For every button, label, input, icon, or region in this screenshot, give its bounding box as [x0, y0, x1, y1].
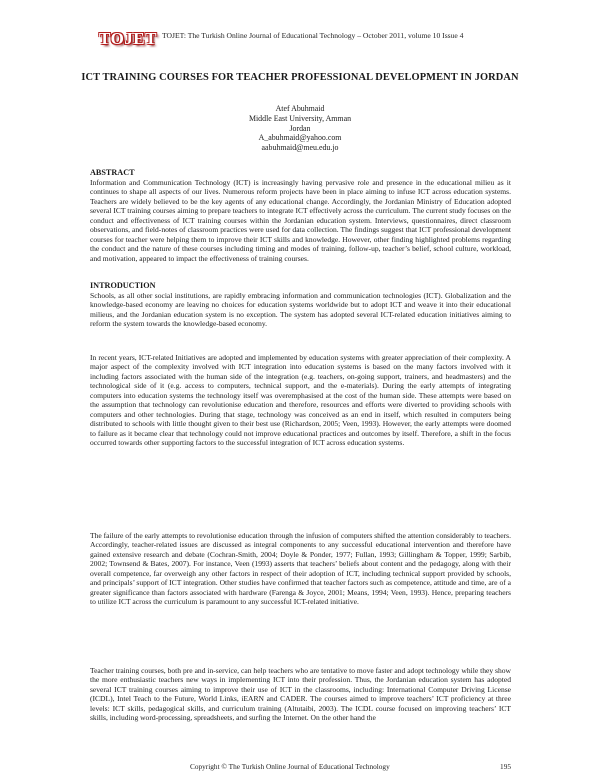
author-affiliation: Middle East University, Amman [248, 113, 352, 123]
logo-text: TOJET [99, 29, 157, 48]
abstract-text: Information and Communication Technology (ICT) is increasingly having pervasive role and presence in the educational milieu as it continues to shape all aspects of our lives. Numerous reform projects have been in place aiming to infuse ICT across education systems. Teachers are widely believed to be the key agents of any educational change. Accordingly, the Jordanian Ministry of Education adopted several ICT training courses aiming to prepare teachers to integrate ICT effectively across the curriculum. The current study focuses on the conduct and effectiveness of ICT training courses within the Jordanian education system. Interviews, questionnaires, direct classroom observations, and field-notes of classroom practices were used for data collection. The findings suggest that ICT professional development courses for teacher were helping them to improve their ICT skills and knowledge. However, other finding highlighted problems regarding the conduct and the nature of these courses including timing and modes of training, follow-up, teacher’s belief, school culture, workload, and motivation, appeared to impact the effectiveness of training courses. [90, 178, 511, 263]
intro-paragraph-2: In recent years, ICT-related Initiatives are adopted and implemented by education systems with greater appreciation of their complexity. A major aspect of the complexity involved with ICT integration into education systems is based on the many factors involved with it including factors associated with the human side of the integration (e.g. teachers, on-going support, trainers, and headmasters) and the technological side of it (e.g. access to computers, technical support, and the e-materials). During the early attempts of integrating computers into education systems the technology itself was overemphasised at the cost of the human side. These attempts were based on the assumption that technology can revolutionise education and therefore, resources and efforts were diverted to providing schools with computers and other technologies. During that stage, technology was conceived as an end in itself, which resulted in computers being distributed to schools with little thought given to their best use (Richardson, 2005; Veen, 1993). However, the early attempts were doomed to failure as it became clear that technology could not improve educational practices and outcomes by itself. Therefore, a shift in the focus occurred towards other supporting factors to the successful integration of ICT across education systems. [90, 353, 511, 448]
journal-line: TOJET: The Turkish Online Journal of Educational Technology – October 2011, volume 10 Issue 4 [162, 31, 464, 40]
author-name: Atef Abuhmaid [275, 104, 325, 113]
abstract-heading: ABSTRACT [90, 168, 135, 177]
paper-title: ICT TRAINING COURSES FOR TEACHER PROFESSIONAL DEVELOPMENT IN JORDAN [81, 72, 519, 83]
author-country: Jordan [289, 123, 311, 133]
intro-paragraph-1: Schools, as all other social institutions, are rapidly embracing information and communication technologies (ICT). Globalization and the knowledge-based economy are leaving no choices for education systems worldwide but to adopt ICT and weave it into their educational milieus, and the Jordanian education system is no exception. The system has adopted several ICT-related education initiatives aiming to reform the system towards the knowledge-based economy. [90, 291, 511, 329]
intro-paragraph-4: Teacher training courses, both pre and in-service, can help teachers who are tentative to move faster and adopt technology while they show the more enthusiastic teachers new ways in implementing ICT into their profession. Thus, the Jordanian education system has adopted several ICT training courses aiming to improve their use of ICT in the classrooms, including: International Computer Driving License (ICDL), Intel Teach to the Future, World Links, iEARN and CADER. The courses aimed to improve teachers’ ICT proficiency at three levels: ICT skills, pedagogical skills, and curriculum training (Altutaibi, 2003). The ICDL course focused on improving teachers’ ICT skills, including word-processing, spreadsheets, and surfing the Internet. On the other hand the [90, 666, 511, 723]
copyright-text: Copyright © The Turkish Online Journal of Educational Technology [190, 762, 390, 771]
author-email[interactable]: A_abuhmaid@yahoo.com [258, 133, 342, 143]
introduction-heading: INTRODUCTION [90, 281, 156, 290]
author-block [150, 104, 450, 153]
tojet-logo [100, 27, 156, 51]
intro-paragraph-3: The failure of the early attempts to revolutionise education through the infusion of computers shifted the attention considerably to teachers. Accordingly, teacher-related issues are discussed as integral components to any successful educational intervention and therefore have gained extensive research and debate (Cochran-Smith, 2004; Doyle & Ponder, 1977; Fullan, 1993; Gillingham & Topper, 1999; Sarbib, 2002; Townsend & Bates, 2007). For instance, Veen (1993) asserts that teachers’ beliefs about content and the pedagogy, along with their overall competence, far overweigh any other factors in respect of their adoption of ICT, including technical support provided by schools, and principals’ support of ICT integration. Other studies have confirmed that teacher factors such as competence, attitude and time, are of a greater significance than factors associated with hardware (Farenga & Joyce, 2001; Means, 1994; Veen, 1993). Hence, preparing teachers to utilize ICT across the curriculum is paramount to any successful ICT-related initiative. [90, 531, 511, 607]
author-email-secondary[interactable]: aabuhmaid@meu.edu.jo [261, 143, 339, 153]
page-number: 195 [500, 762, 511, 771]
journal-header [100, 27, 510, 53]
